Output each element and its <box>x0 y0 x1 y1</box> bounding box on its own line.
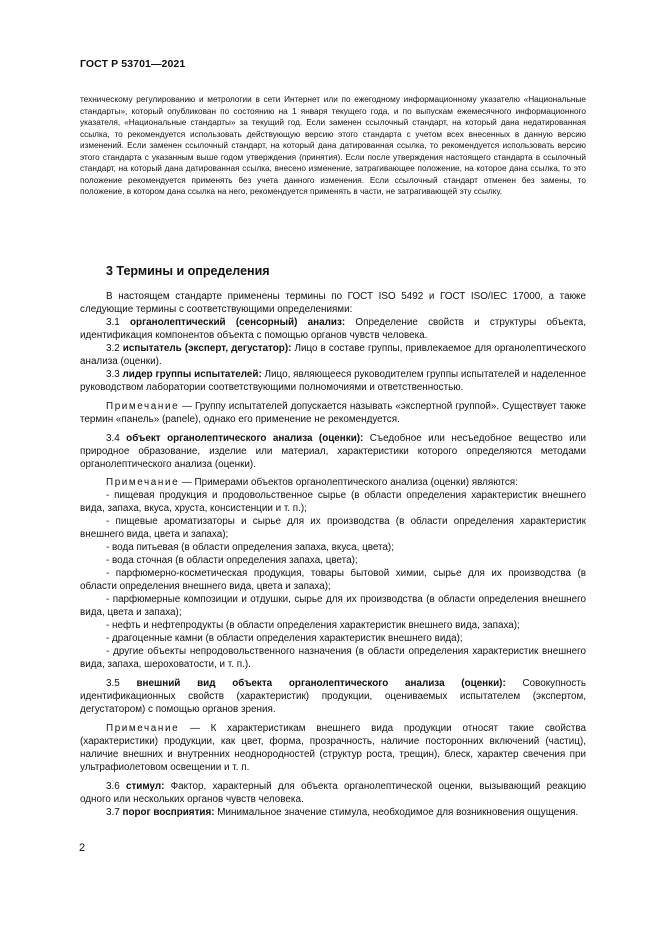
note-3-4: Примечание — Примерами объектов органолептического анализа (оценки) являются: <box>106 477 518 488</box>
term-3-1-name: органолептический (сенсорный) анализ: <box>130 317 346 328</box>
section-lead: В настоящем стандарте применены термины по ГОСТ ISO 5492 и ГОСТ ISO/IEC 17000, а также следующие термины с соответствующими определениями: <box>80 291 586 315</box>
list-item: - нефть и нефтепродукты (в области определения характеристик внешнего вида, запаха); <box>106 620 520 631</box>
note-3-5: Примечание — К характеристикам внешнего вида продукции относят такие свойства (характеристики) продукции, как цвет, форма, прозрачность, наличие посторонних включений (частиц), наличие внешних и внутренних неоднородностей (структур роста, трещин), блеск, характер свечения при ультрафиолетовом освещении и т. п. <box>80 723 586 773</box>
document-header: ГОСТ Р 53701—2021 <box>80 58 186 70</box>
term-3-4-name: объект органолептического анализа (оценки): <box>126 433 364 444</box>
list-item: - пищевая продукция и продовольственное сырье (в области определения характеристик внешнего вида, запаха, вкуса, хруста, консистенции и т. п.); <box>80 490 586 514</box>
list-item: - пищевые ароматизаторы и сырье для их производства (в области определения характеристик внешнего вида, цвета и запаха); <box>80 516 586 540</box>
page-number: 2 <box>79 842 86 854</box>
list-item: - другие объекты непродовольственного назначения (в области определения характеристик внешнего вида, запаха, шероховатости, и т. п.). <box>80 646 586 670</box>
page-content <box>80 94 587 818</box>
term-3-6: 3.6 стимул: Фактор, характерный для объекта органолептической оценки, вызывающий реакцию одного или нескольких органов чувств человека. <box>80 781 586 805</box>
term-3-6-name: стимул: <box>125 781 165 792</box>
term-3-5-name: внешний вид объекта органолептического анализа (оценки): <box>136 678 506 689</box>
term-3-3: 3.3 лидер группы испытателей: Лицо, являющееся руководителем группы испытателей и наделенное руководством лаборатории соответствующими полномочиями и ответственностью. <box>80 369 586 393</box>
intro-paragraph <box>80 94 586 198</box>
term-3-4: 3.4 объект органолептического анализа (оценки): Съедобное или несъедобное вещество или природное образование, изделие или материал, характеристики которого определяются методами органолептического анализа (оценки). <box>80 433 586 470</box>
list-item: - парфюмерные композиции и отдушки, сырье для их производства (в области определения внешнего вида, цвета и запаха); <box>80 594 586 618</box>
section-title: 3 Термины и определения <box>106 264 270 278</box>
list-item: - драгоценные камни (в области определения характеристик внешнего вида); <box>106 633 463 644</box>
term-3-1: 3.1 органолептический (сенсорный) анализ: Определение свойств и структуры объекта, идентификация компонентов объекта с помощью органов чувств человека. <box>80 317 587 341</box>
term-3-5: 3.5 внешний вид объекта органолептического анализа (оценки): Совокупность идентификационных свойств (характеристик) продукции, оцениваемых испытателем (экспертом, дегустатором) с помощью органов зрения. <box>80 678 586 715</box>
term-3-2-name: испытатель (эксперт, дегустатор): <box>122 343 292 354</box>
list-item: - вода питьевая (в области определения запаха, вкуса, цвета); <box>106 542 394 553</box>
term-3-2: 3.2 испытатель (эксперт, дегустатор): Лицо в составе группы, привлекаемое для органолептического анализа (оценки). <box>80 343 586 367</box>
terms-list <box>80 290 586 819</box>
list-item: - вода сточная (в области определения запаха, цвета); <box>106 555 358 566</box>
term-3-3-name: лидер группы испытателей: <box>122 369 262 380</box>
intro-text: техническому регулированию и метрологии в сети Интернет или по ежегодному информационному указателю «Национальные стандарты», который опубликован по состоянию на 1 января текущего года, и по выпускам ежемесячного информационного указателя, «Национальные стандарты» за текущий год. Если заменен ссылочный стандарт, на который дана недатированная ссылка, то рекомендуется использовать действующую версию этого стандарта с учетом всех внесенных в данную версию изменений. Если заменен ссылочный стандарт, на который дана датированная ссылка, то рекомендуется использовать версию этого стандарта с указанным выше годом утверждения (принятия). Если после утверждения настоящего стандарта в ссылочный стандарт, на который дана датированная ссылка, внесено изменение, затрагивающее положение, на которое дана ссылка, то это положение рекомендуется применять без учета данного изменения. Если ссылочный стандарт отменен без замены, то положение, в котором дана ссылка на него, рекомендуется применять в части, не затрагивающей эту ссылку. <box>80 95 586 196</box>
note-3-3: Примечание — Группу испытателей допускается называть «экспертной группой». Существует также термин «панель» (panele), однако его применение не рекомендуется. <box>80 401 586 425</box>
list-item: - парфюмерно-косметическая продукция, товары бытовой химии, сырье для их производства (в области определения внешнего вида, цвета и запаха); <box>80 568 586 592</box>
term-3-7-name: порог восприятия: <box>122 807 215 818</box>
term-3-7: 3.7 порог восприятия: Минимальное значение стимула, необходимое для возникновения ощущения. <box>106 807 579 818</box>
